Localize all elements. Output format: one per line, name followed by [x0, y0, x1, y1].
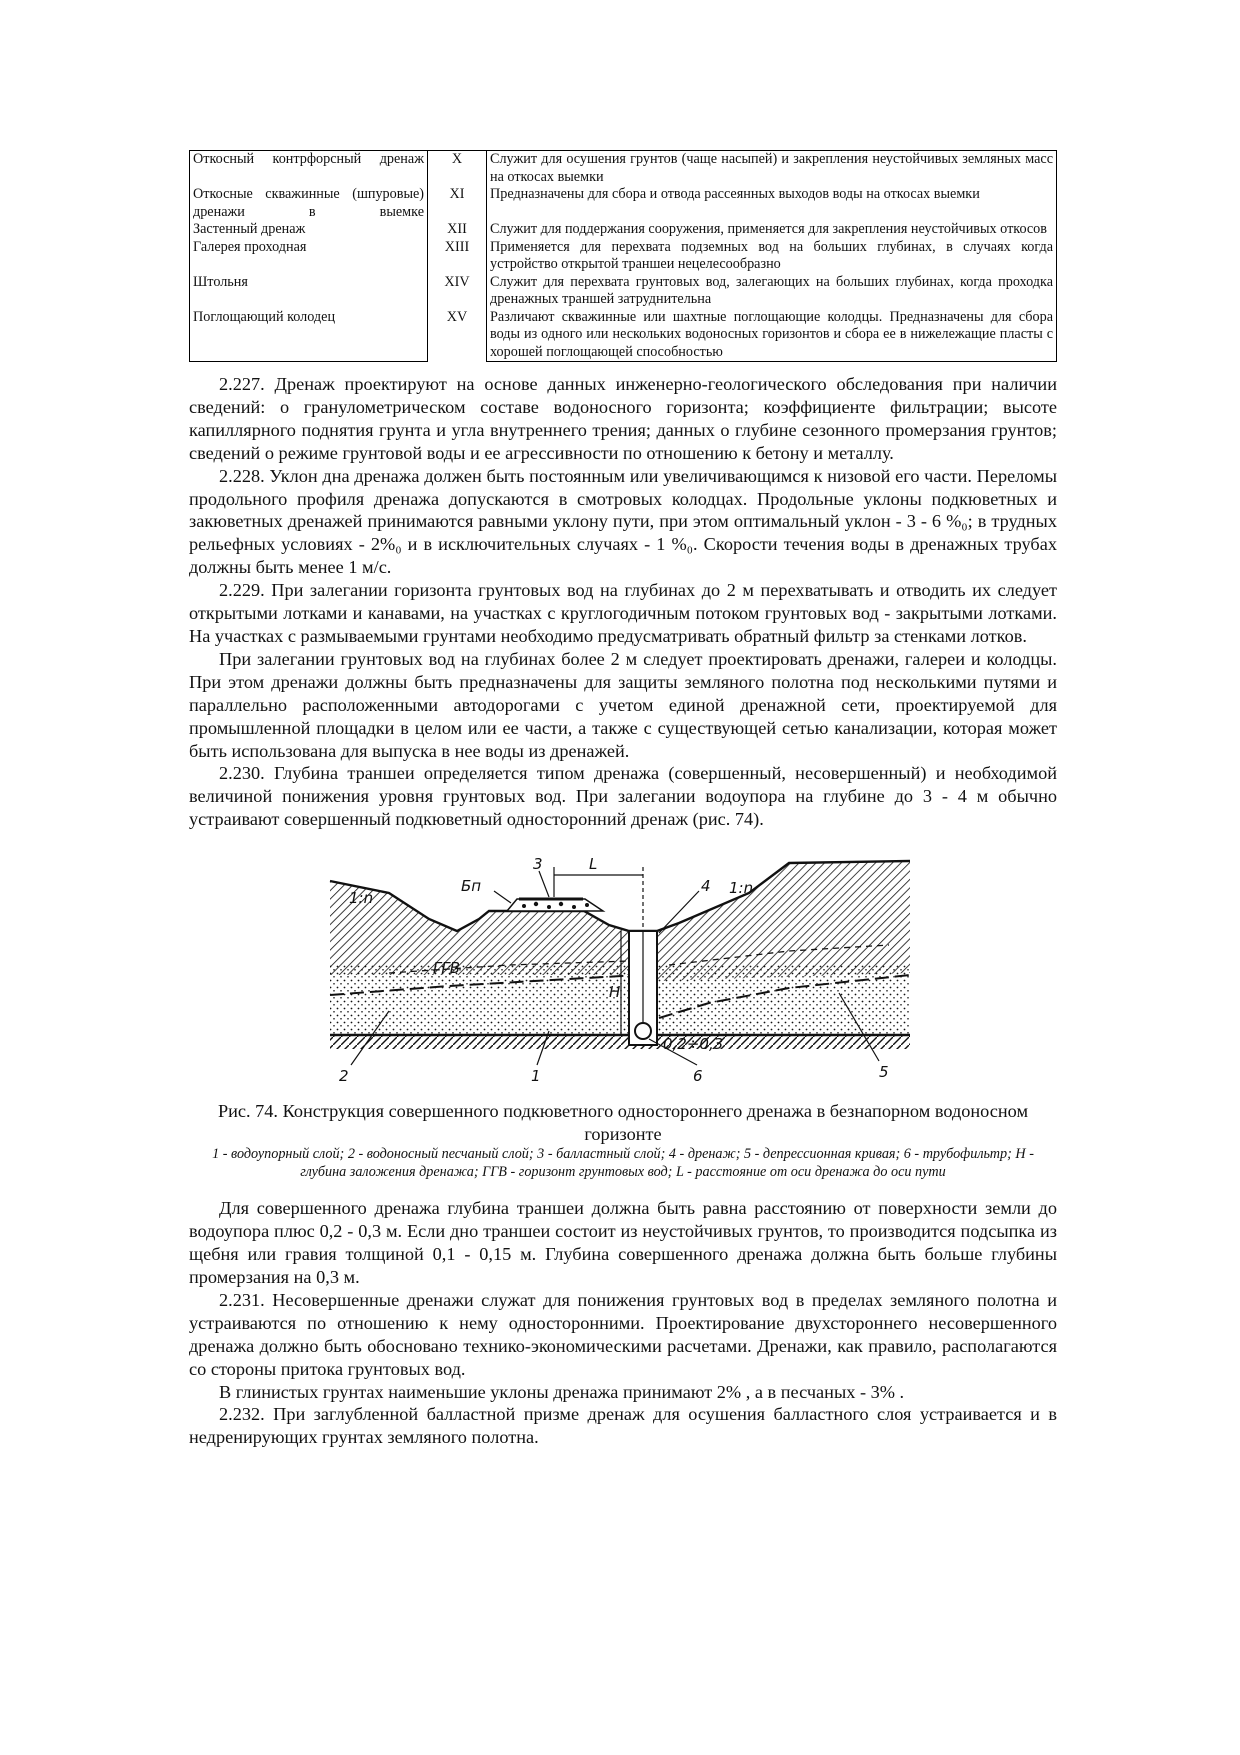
- drainage-name: Откосные скважинные (шпуровые) дренажи в выемке: [190, 186, 428, 221]
- drainage-number: XIV: [428, 274, 487, 309]
- paragraph-perfect-drain: Для совершенного дренажа глубина траншеи должна быть равна расстоянию от поверхности земли до водоупора плюс 0,2 - 0,3 м. Если дно траншеи состоит из неустойчивых грунтов, то производится подсыпка из щебня или гравия толщиной 0,1 - 0,15 м. Глубина совершенного дренажа должна быть больше глубины промерзания на 0,3 м.: [189, 1198, 1057, 1288]
- paragraph-2-228: 2.228. Уклон дна дренажа должен быть постоянным или увеличивающимся к низовой его части. Переломы продольного профиля дренажа допускаются в смотровых колодцах. Продольные уклоны подкюветных и закюветных дренажей принимаются равными уклону пути, при этом оптимальный уклон - 3 - 6 %₀; в трудных рельефных условиях - 2%₀ и в исключительных случаях - 1 %₀. Скорости течения воды в дренажных трубах должны быть менее 1 м/с.: [189, 465, 1057, 578]
- drainage-types-table: [189, 150, 1057, 362]
- label-3: 3: [533, 855, 543, 874]
- table-row: [190, 221, 1057, 239]
- soil-left: [330, 881, 629, 978]
- drainage-figure: [189, 853, 1057, 1098]
- page: [189, 146, 1057, 1449]
- body-text-bottom: [189, 1197, 1057, 1449]
- drainage-number: XV: [428, 309, 487, 362]
- table-row: [190, 186, 1057, 221]
- paragraph-2-227: 2.227. Дренаж проектируют на основе данных инженерно-геологического обследования при наличии сведений: о гранулометрическом составе водоносного горизонта; коэффициенте фильтрации; высоте капиллярного поднятия грунта и угла внутреннего трения; данных о глубине сезонного промерзания грунтов; сведений о режиме грунтовой воды и ее агрессивности по отношению к бетону и металлу.: [189, 374, 1057, 463]
- drainage-description: Предназначены для сбора и отвода рассеянных выходов воды на откосах выемки: [487, 186, 1057, 221]
- drainage-description: Применяется для перехвата подземных вод на больших глубинах, в случаях когда устройство открытой траншеи нецелесообразно: [487, 239, 1057, 274]
- pipe-filter: [635, 1023, 651, 1039]
- aquitard-layer: [330, 1035, 910, 1049]
- drainage-name: Застенный дренаж: [190, 221, 428, 239]
- table-row: [190, 239, 1057, 274]
- depth-label: 0,2÷0,3: [663, 1035, 724, 1054]
- drainage-cross-section-diagram: [189, 853, 1057, 1098]
- label-1: 1: [531, 1067, 541, 1086]
- paragraph-2-230: 2.230. Глубина траншеи определяется типом дренажа (совершенный, несовершенный) и необходимой величиной понижения уровня грунтовых вод. При залегании водоупора на глубине до 3 - 4 м обычно устраивают совершенный подкюветный односторонний дренаж (рис. 74).: [189, 763, 1057, 830]
- body-text-top: [189, 373, 1057, 831]
- table-row: [190, 274, 1057, 309]
- paragraph-2-232: 2.232. При заглубленной балластной призме дренаж для осушения балластного слоя устраивается и в недренирующих грунтах земляного полотна.: [189, 1404, 1057, 1448]
- h-label: H: [609, 983, 621, 1002]
- table-row: [190, 151, 1057, 187]
- ggv-label: ГГВ: [433, 959, 461, 978]
- ballast-width-label: Бп: [461, 877, 482, 896]
- slope-label-right: 1:n: [729, 879, 754, 898]
- paragraph-2-229: 2.229. При залегании горизонта грунтовых вод на глубинах до 2 м перехватывать и отводить их следует открытыми лотками и канавами, на участках с круглогодичным потоком грунтовых вод - закрытыми лотками. На участках с размываемыми грунтами необходимо предусматривать обратный фильтр за стенками лотков.: [189, 580, 1057, 646]
- drainage-name: Штольня: [190, 274, 428, 309]
- drainage-number: XIII: [428, 239, 487, 274]
- paragraph-2-231: 2.231. Несовершенные дренажи служат для понижения грунтовых вод в пределах земляного полотна и устраиваются по отношению к нему односторонними. Проектирование двухстороннего несовершенного дренажа должно быть обосновано технико-экономическими расчетами. Дренажи, как правило, располагаются со стороны притока грунтовых вод.: [189, 1289, 1057, 1379]
- drainage-name: Откосный контрфорсный дренаж: [190, 151, 428, 187]
- paragraph-deep-groundwater: При залегании грунтовых вод на глубинах более 2 м следует проектировать дренажи, галереи и колодцы. При этом дренажи должны быть предназначены для защиты земляного полотна под несколькими путями и параллельно расположенными автодорогами с учетом единой дренажной сети, проектируемой для промышленной площадки в целом или ее части, а также с существующей сетью канализации, которая может быть использована для выпуска в нее воды из дренажей.: [189, 648, 1057, 761]
- soil-right: [657, 861, 910, 981]
- drainage-name: Галерея проходная: [190, 239, 428, 274]
- drainage-name: Поглощающий колодец: [190, 309, 428, 362]
- drainage-description: Служит для перехвата грунтовых вод, залегающих на больших глубинах, когда проходка дренажных траншей затруднительна: [487, 274, 1057, 309]
- label-5: 5: [879, 1063, 889, 1082]
- drainage-number: XI: [428, 186, 487, 221]
- table-row: [190, 309, 1057, 362]
- slope-label-left: 1:n: [349, 889, 374, 908]
- label-2: 2: [339, 1067, 349, 1086]
- drainage-number: XII: [428, 221, 487, 239]
- drainage-number: X: [428, 151, 487, 187]
- figure-legend: 1 - водоупорный слой; 2 - водоносный песчаный слой; 3 - балластный слой; 4 - дренаж; 5 - депрессионная кривая; 6 - трубофильтр; Н - глубина заложения дренажа; ГГВ - горизонт грунтовых вод; L - расстояние от оси дренажа до оси пути: [212, 1146, 1034, 1180]
- drainage-description: Различают скважинные или шахтные поглощающие колодцы. Предназначены для сбора воды из одного или нескольких водоносных горизонтов и сбора ее в нижележащие пласты с хорошей поглощающей способностью: [487, 309, 1057, 362]
- label-4: 4: [701, 877, 711, 896]
- label-l: L: [589, 855, 598, 874]
- label-6: 6: [693, 1067, 703, 1086]
- paragraph-clay-slopes: В глинистых грунтах наименьшие уклоны дренажа принимают 2% , а в песчаных - 3% .: [219, 1381, 905, 1402]
- figure-caption: Рис. 74. Конструкция совершенного подкюветного одностороннего дренажа в безнапорном водоносном горизонте: [217, 1101, 1029, 1144]
- drainage-description: Служит для осушения грунтов (чаще насыпей) и закрепления неустойчивых земляных масс на откосах выемки: [487, 151, 1057, 187]
- drainage-description: Служит для поддержания сооружения, применяется для закрепления неустойчивых откосов: [487, 221, 1057, 239]
